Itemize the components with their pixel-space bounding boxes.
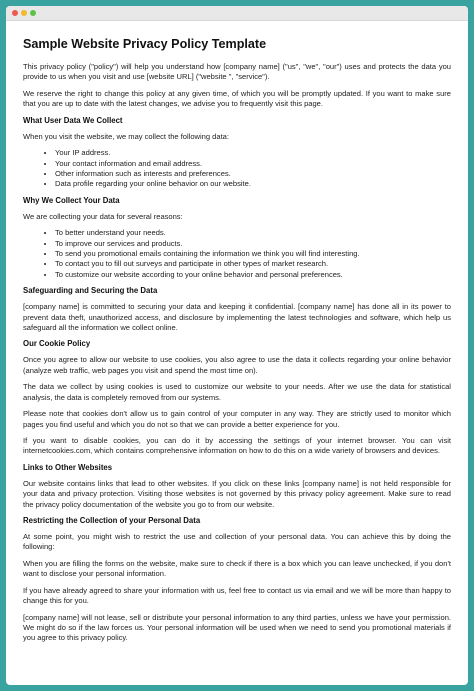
section-paragraph: Our website contains links that lead to other websites. If you click on these links [company name] is not held responsible for your data and privacy protection. Visiting those websites is not governed by this privacy policy agreement. Make sure to read the privacy policy documentation of the website you go to from our website. [23,478,451,509]
section-paragraph: When you are filling the forms on the website, make sure to check if there is a box which you can leave unchecked, if you don't want to disclose your personal information. [23,559,451,579]
section-paragraph: At some point, you might wish to restrict the use and collection of your personal data. You can achieve this by doing the following: [23,532,451,552]
document-window [6,6,468,685]
section-paragraph: Please note that cookies don't allow us to gain control of your computer in any way. They are strictly used to monitor which pages you find useful and which you do not so that we can provide a better experience for you. [23,409,451,429]
collection-reasons-list [23,228,451,279]
list-item: • To customize our website according to your online behavior and personal preferences. [55,270,451,280]
list-item: • Your contact information and email address. [55,159,451,169]
section-paragraph: If you have already agreed to share your information with us, feel free to contact us via email and we will be more than happy to change this for you. [23,585,451,606]
list-item: • Other information such as interests and preferences. [55,169,451,179]
intro-paragraph: This privacy policy ("policy") will help you understand how [company name] ("us", "we", "our") uses and protects the data you provide to us when you visit and use [website URL] ("website ", "service"). [23,62,451,82]
section-paragraph: [company name] is committed to securing your data and keeping it confidential. [company name] has done all in its power to prevent data theft, unauthorized access, and disclosure by implementing the latest technologies and software, which help us safeguard all the information we collect online. [23,302,451,332]
section-heading: Our Cookie Policy [23,339,91,349]
section-heading: Links to Other Websites [23,462,113,472]
list-item: • To contact you to fill out surveys and participate in other types of market research. [55,259,451,269]
section-paragraph: If you want to disable cookies, you can do it by accessing the settings of your internet browser. You can visit internetcookies.com, which contains comprehensive information on how to do this on a wide variety of browsers and devices. [23,436,451,456]
list-item: • To send you promotional emails containing the information we think you will find interesting. [55,249,451,259]
section-heading: Restricting the Collection of your Personal Data [23,516,201,526]
page-title: Sample Website Privacy Policy Template [23,37,267,51]
maximize-window-dot[interactable] [30,10,36,16]
close-window-dot[interactable] [12,10,18,16]
list-item: • To improve our services and products. [55,239,451,249]
section-heading: Why We Collect Your Data [23,195,120,205]
section-paragraph: Once you agree to allow our website to use cookies, you also agree to use the data it collects regarding your online behavior (analyze web traffic, web pages you visit and spend the most time on). [23,355,451,375]
list-item: • To better understand your needs. [55,228,451,238]
policy-content [6,21,468,644]
section-paragraph: When you visit the website, we may collect the following data: [23,131,229,141]
section-heading: Safeguarding and Securing the Data [23,286,158,296]
section-paragraph: We are collecting your data for several reasons: [23,211,183,221]
list-item: • Data profile regarding your online behavior on our website. [55,179,451,189]
intro-paragraph: We reserve the right to change this policy at any given time, of which you will be promptly updated. If you want to make sure that you are up to date with the latest changes, we advise you to frequently visit this page. [23,88,451,109]
list-item: • Your IP address. [55,148,451,158]
collected-data-list [23,148,451,189]
minimize-window-dot[interactable] [21,10,27,16]
window-titlebar [6,6,468,21]
section-heading: What User Data We Collect [23,115,123,125]
section-paragraph: The data we collect by using cookies is used to customize our website to your needs. After we use the data for statistical analysis, the data is completely removed from our systems. [23,382,451,402]
section-paragraph: [company name] will not lease, sell or distribute your personal information to any third parties, unless we have your permission. We might do so if the law forces us. Your personal information will be used when we need to send you promotional materials if you agree to this privacy policy. [23,612,451,643]
